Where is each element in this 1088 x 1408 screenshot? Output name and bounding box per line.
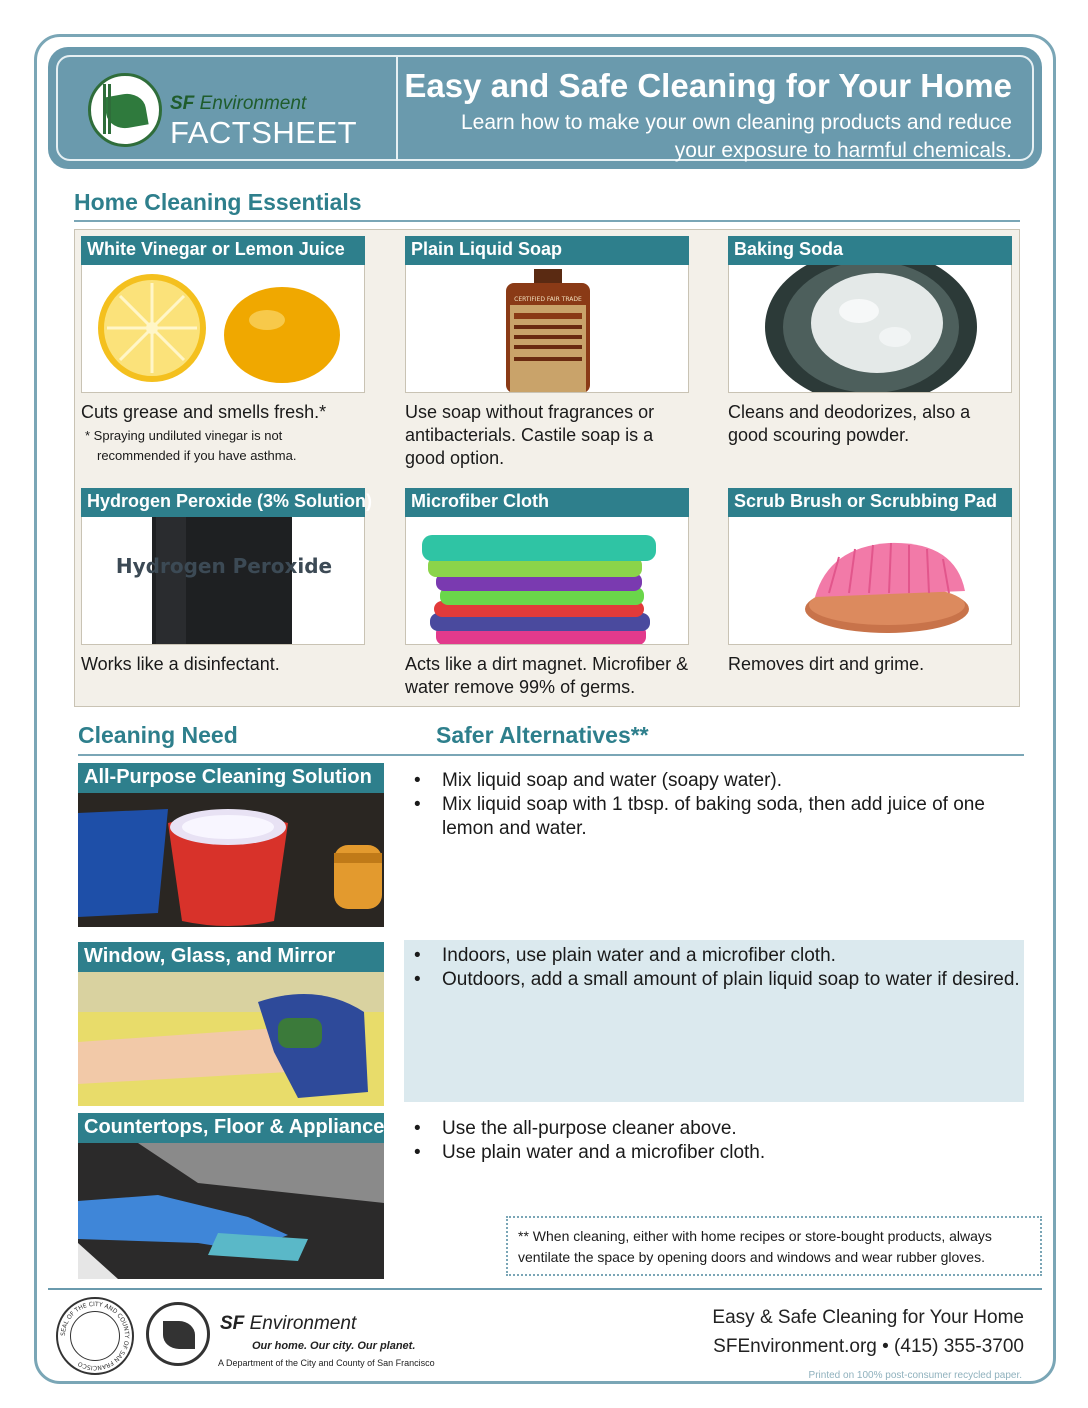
- footer-title: Easy & Safe Cleaning for Your Home: [712, 1307, 1024, 1328]
- card-label: Microfiber Cloth: [405, 488, 689, 517]
- brand-name: SF Environment: [170, 93, 307, 114]
- countertop-wiping-image: [78, 1143, 384, 1279]
- soap-bottle-image: [405, 265, 689, 393]
- peroxide-bottle-image: [81, 517, 365, 645]
- recycled-paper-note: Printed on 100% post-consumer recycled paper.: [808, 1370, 1022, 1381]
- factsheet-header: [48, 47, 1042, 169]
- essential-card-vinegar-lemon: [81, 236, 365, 466]
- essential-card-liquid-soap: [405, 236, 689, 470]
- factsheet-label: FACTSHEET: [170, 115, 358, 150]
- footer-tagline: Our home. Our city. Our planet.: [252, 1340, 416, 1352]
- footer-department: A Department of the City and County of San Francisco: [218, 1358, 435, 1368]
- page-title: Easy and Safe Cleaning for Your Home: [404, 67, 1012, 104]
- bridge-tower-icon: [103, 84, 111, 134]
- essential-card-scrub-brush: [728, 488, 1012, 676]
- needs-rule: [78, 754, 1024, 756]
- footer-contact[interactable]: SFEnvironment.org • (415) 355-3700: [713, 1336, 1024, 1357]
- baking-soda-image: [728, 265, 1012, 393]
- card-footnote: * Spraying undiluted vinegar is not recommended if you have asthma.: [85, 428, 297, 463]
- sf-environment-logo-icon: [88, 73, 162, 147]
- essential-card-baking-soda: [728, 236, 1012, 447]
- essential-card-microfiber: [405, 488, 689, 699]
- leaf-icon: [163, 1321, 195, 1349]
- svg-text:SEAL OF THE CITY AND COUNTY OF: SEAL OF THE CITY AND COUNTY OF SAN FRANCISCO: [59, 1300, 131, 1372]
- microfiber-cloths-image: [405, 517, 689, 645]
- card-description: Removes dirt and grime.: [728, 654, 925, 674]
- city-seal-icon: [56, 1297, 134, 1375]
- alternatives-list: [404, 944, 1024, 992]
- card-label: White Vinegar or Lemon Juice: [81, 236, 365, 265]
- header-inner-border: [56, 55, 1034, 161]
- footer-rule: [48, 1288, 1042, 1290]
- essentials-heading: Home Cleaning Essentials: [74, 189, 362, 215]
- need-label: Countertops, Floor & Appliances: [78, 1113, 384, 1143]
- need-row-all-purpose: [78, 763, 1024, 927]
- card-description: Acts like a dirt magnet. Microfiber & water remove 99% of germs.: [405, 654, 689, 697]
- seal-inner: [70, 1311, 120, 1361]
- essential-card-hydrogen-peroxide: [81, 488, 373, 676]
- footer-sf-environment-logo-icon: [146, 1302, 210, 1366]
- card-label: Hydrogen Peroxide (3% Solution): [81, 488, 365, 517]
- essentials-rule: [74, 220, 1020, 222]
- card-description: Use soap without fragrances or antibacterials. Castile soap is a good option.: [405, 402, 655, 468]
- alternative-item: • Outdoors, add a small amount of plain liquid soap to water if desired.: [404, 968, 1024, 992]
- card-label: Baking Soda: [728, 236, 1012, 265]
- alternatives-list: [404, 1117, 1024, 1165]
- buckets-image: [78, 793, 384, 927]
- page-subtitle: Learn how to make your own cleaning products and reduce your exposure to harmful chemicals.: [460, 111, 1012, 162]
- ventilation-footnote: ** When cleaning, either with home recipes or store-bought products, always ventilate the space by opening doors and windows and wear rubber gloves.: [506, 1216, 1042, 1276]
- card-label: Plain Liquid Soap: [405, 236, 689, 265]
- peroxide-label-text: Hydrogen Peroxide: [115, 554, 333, 578]
- alternatives-list: [404, 769, 1024, 841]
- footer-brand: SF Environment: [220, 1313, 357, 1334]
- alternative-item: • Mix liquid soap with 1 tbsp. of baking soda, then add juice of one lemon and water.: [404, 793, 1024, 841]
- need-row-window-glass: [78, 942, 1024, 1106]
- safer-alternatives-heading: Safer Alternatives**: [436, 722, 649, 748]
- card-description: Works like a disinfectant.: [81, 654, 280, 674]
- lemon-image: [81, 265, 365, 393]
- card-label: Scrub Brush or Scrubbing Pad: [728, 488, 1012, 517]
- scrub-brush-image: [728, 517, 1012, 645]
- card-description: Cuts grease and smells fresh.*: [81, 402, 327, 422]
- need-label: Window, Glass, and Mirror: [78, 942, 384, 972]
- alternative-item: • Use plain water and a microfiber cloth.: [404, 1141, 1024, 1165]
- soap-label-text: CERTIFIED FAIR TRADE: [514, 296, 582, 303]
- cleaning-need-heading: Cleaning Need: [78, 722, 238, 748]
- alternative-item: • Use the all-purpose cleaner above.: [404, 1117, 1024, 1141]
- window-wiping-image: [78, 972, 384, 1106]
- alternative-item: • Indoors, use plain water and a microfiber cloth.: [404, 944, 1024, 968]
- card-description: Cleans and deodorizes, also a good scouring powder.: [728, 402, 971, 445]
- alternative-item: • Mix liquid soap and water (soapy water).: [404, 769, 1024, 793]
- need-label: All-Purpose Cleaning Solution: [78, 763, 384, 793]
- header-divider: [396, 57, 398, 159]
